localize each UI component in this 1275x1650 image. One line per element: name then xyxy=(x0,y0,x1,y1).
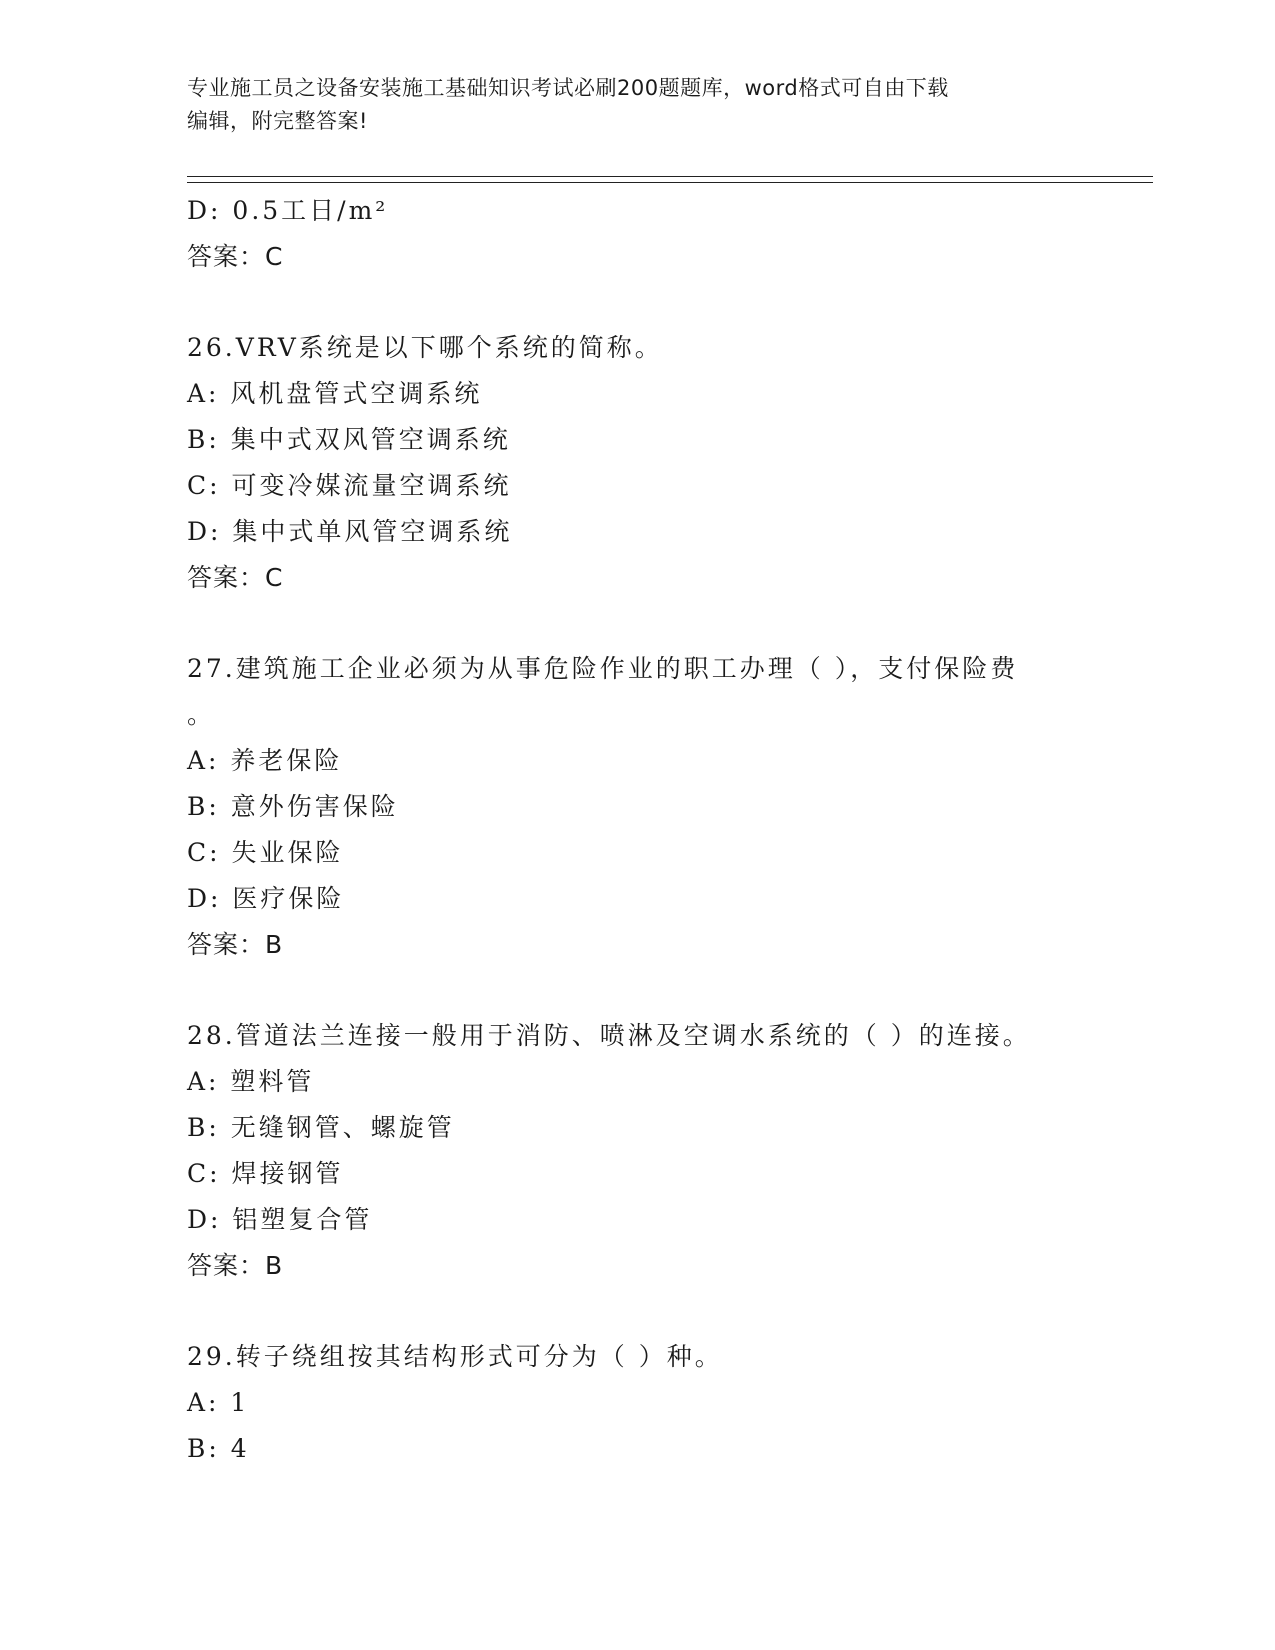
header-divider-bottom xyxy=(187,182,1153,183)
option-d: D: 0.5工日/m² xyxy=(187,196,389,225)
option-d: D: 集中式单风管空调系统 xyxy=(187,517,513,546)
question-stem: 26.VRV系统是以下哪个系统的简称。 xyxy=(187,333,663,362)
question-block-27 xyxy=(187,646,1087,968)
option-a: A: 养老保险 xyxy=(187,746,343,775)
question-stem: 29.转子绕组按其结构形式可分为（ ）种。 xyxy=(187,1342,723,1371)
question-block-29 xyxy=(187,1334,1087,1472)
question-stem: 28.管道法兰连接一般用于消防、喷淋及空调水系统的（ ）的连接。 xyxy=(187,1021,1031,1050)
question-block-prev xyxy=(187,188,1087,280)
header-divider-top xyxy=(187,176,1153,177)
question-stem-continuation: 。 xyxy=(187,700,216,729)
option-b: B: 4 xyxy=(187,1434,250,1463)
header-line-2: 编辑，附完整答案! xyxy=(187,109,368,133)
question-stem: 27.建筑施工企业必须为从事危险作业的职工办理（ ），支付保险费 xyxy=(187,654,1019,683)
option-c: C: 焊接钢管 xyxy=(187,1159,344,1188)
option-b: B: 意外伤害保险 xyxy=(187,792,399,821)
question-list xyxy=(187,188,1087,1472)
option-a: A: 风机盘管式空调系统 xyxy=(187,379,483,408)
document-header xyxy=(187,72,1087,138)
answer-line: 答案：B xyxy=(187,930,284,959)
option-b: B: 集中式双风管空调系统 xyxy=(187,425,511,454)
header-line-1: 专业施工员之设备安装施工基础知识考试必刷200题题库，word格式可自由下载 xyxy=(187,76,949,100)
option-c: C: 失业保险 xyxy=(187,838,344,867)
answer-line: 答案：C xyxy=(187,242,284,271)
option-d: D: 医疗保险 xyxy=(187,884,345,913)
answer-line: 答案：B xyxy=(187,1251,284,1280)
question-block-26 xyxy=(187,325,1087,601)
option-b: B: 无缝钢管、螺旋管 xyxy=(187,1113,455,1142)
answer-line: 答案：C xyxy=(187,563,284,592)
option-c: C: 可变冷媒流量空调系统 xyxy=(187,471,512,500)
option-a: A: 1 xyxy=(187,1388,250,1417)
question-block-28 xyxy=(187,1013,1087,1289)
option-d: D: 铝塑复合管 xyxy=(187,1205,373,1234)
option-a: A: 塑料管 xyxy=(187,1067,315,1096)
